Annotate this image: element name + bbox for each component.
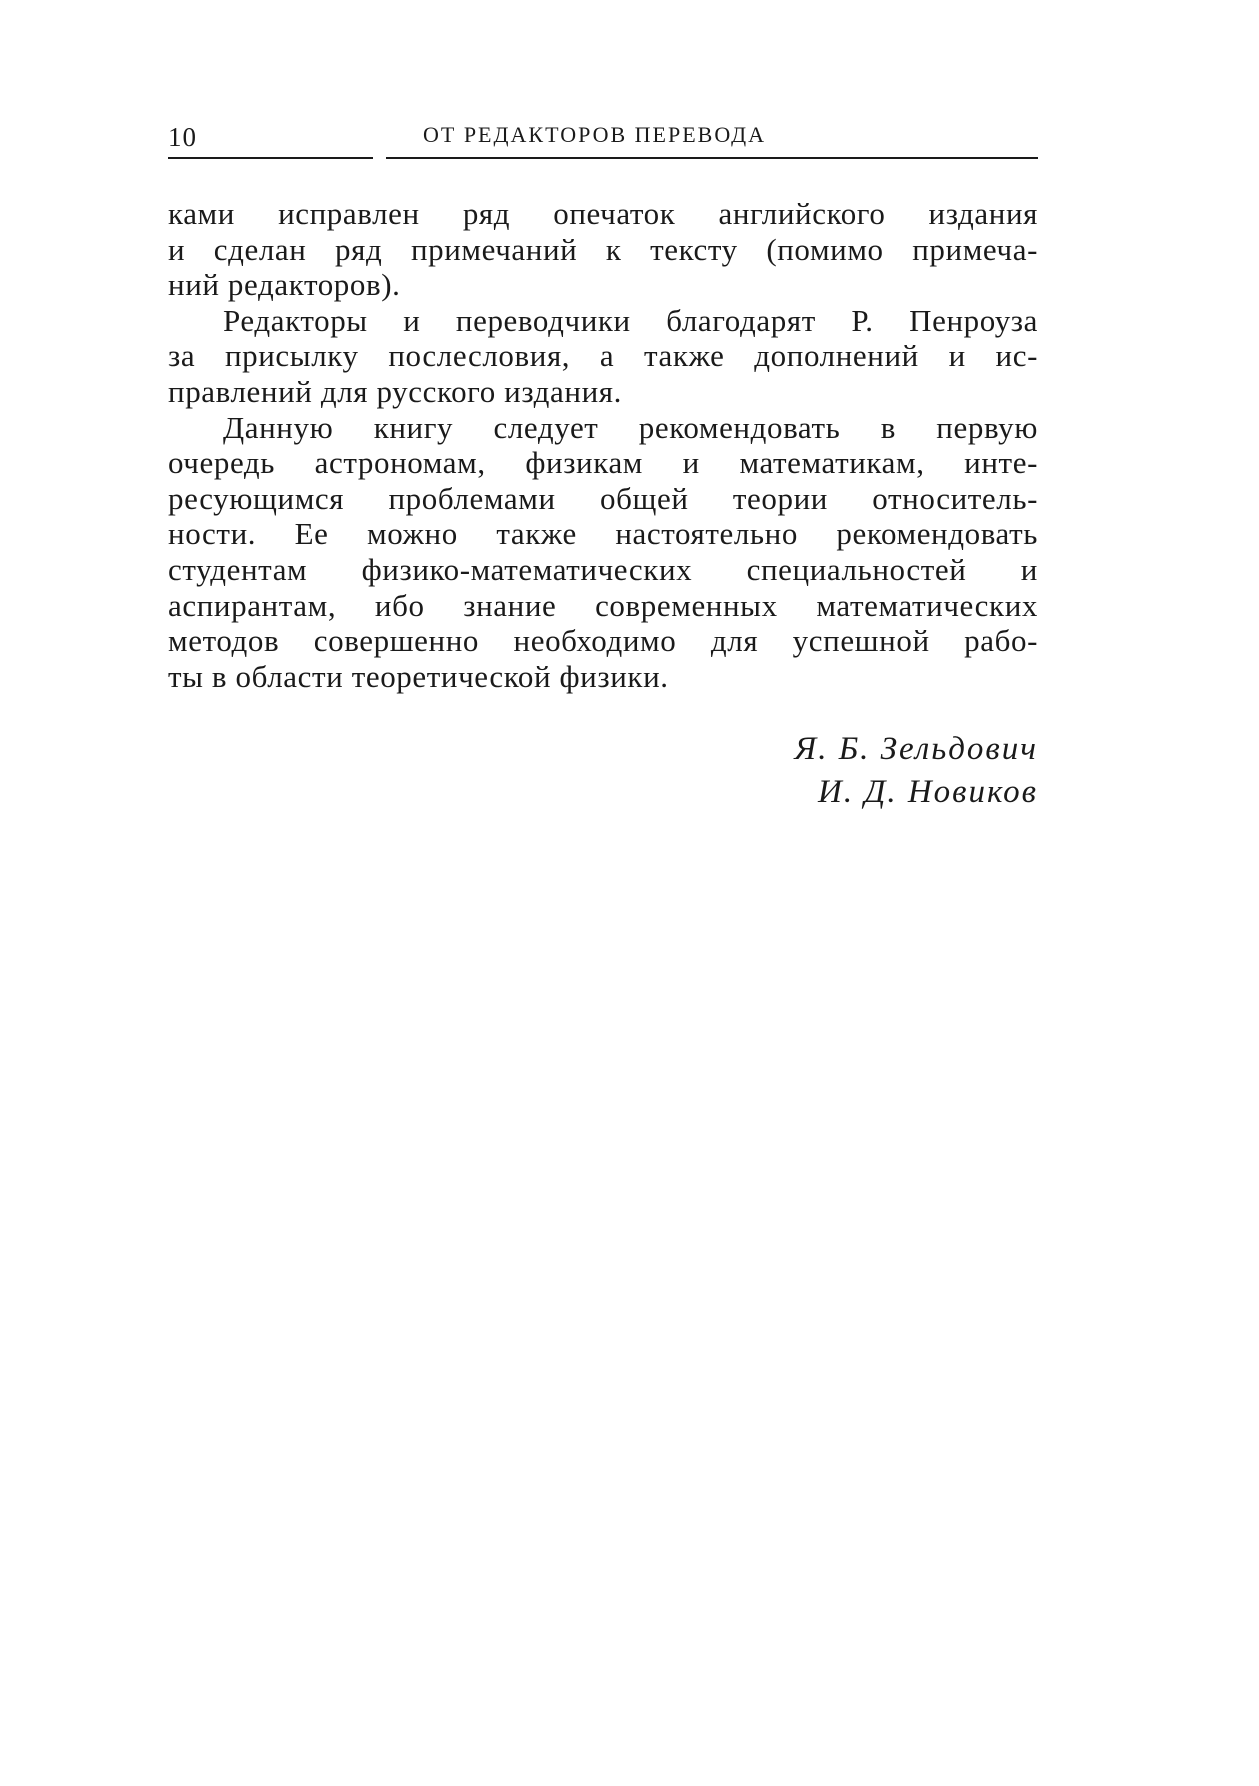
text-line: методов совершенно необходимо для успешной рабо- bbox=[168, 623, 1038, 659]
text-line: аспирантам, ибо знание современных математических bbox=[168, 587, 1038, 623]
text-line: студентам физико-математических специальностей и bbox=[168, 551, 1038, 587]
signature-zeldovich: Я. Б. Зельдович bbox=[794, 731, 1038, 767]
text-line: и сделан ряд примечаний к тексту (помимо примеча- bbox=[168, 231, 1038, 267]
text-line: за присылку послесловия, а также дополнений и ис- bbox=[168, 338, 1038, 374]
header-rule-left bbox=[168, 157, 373, 159]
paragraph-thanks bbox=[168, 303, 1038, 410]
body-text bbox=[168, 196, 1038, 694]
text-line: ности. Ее можно также настоятельно рекомендовать bbox=[168, 516, 1038, 552]
text-line: ты в области теоретической физики. bbox=[168, 658, 669, 694]
paragraph-recommendation bbox=[168, 410, 1038, 695]
text-line: очередь астрономам, физикам и математикам, инте- bbox=[168, 445, 1038, 481]
signature-novikov: И. Д. Новиков bbox=[818, 774, 1038, 810]
text-line: Данную книгу следует рекомендовать в первую bbox=[223, 409, 1038, 445]
header-rule-right bbox=[386, 157, 1038, 159]
editor-signatures bbox=[795, 728, 1039, 814]
text-line: ний редакторов). bbox=[168, 267, 401, 303]
paragraph-continued bbox=[168, 196, 1038, 303]
running-title: ОТ РЕДАКТОРОВ ПЕРЕВОДА bbox=[423, 122, 767, 147]
text-line: правлений для русского издания. bbox=[168, 373, 622, 409]
text-line: Редакторы и переводчики благодарят Р. Пенроуза bbox=[223, 302, 1038, 338]
text-line: ресующимся проблемами общей теории относитель- bbox=[168, 480, 1038, 516]
page-number: 10 bbox=[168, 122, 197, 152]
page-header bbox=[168, 118, 1038, 158]
text-line: ками исправлен ряд опечаток английского издания bbox=[168, 196, 1038, 231]
